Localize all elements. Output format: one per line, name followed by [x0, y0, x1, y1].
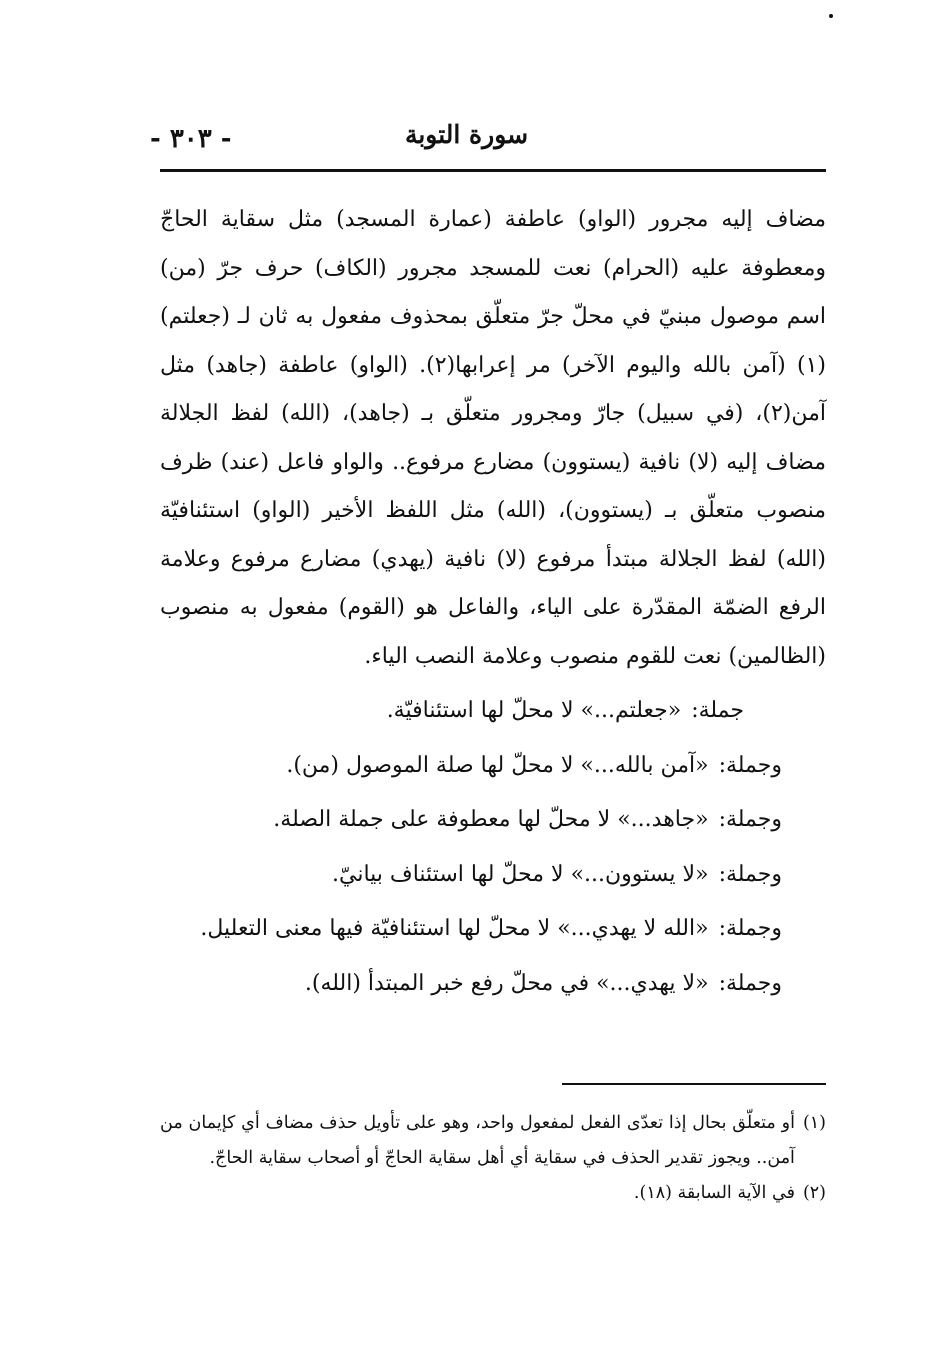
- sentence-text: «لا يهدي...» في محلّ رفع خبر المبتدأ (الله).: [304, 970, 709, 996]
- grammar-paragraph: مضاف إليه مجرور (الواو) عاطفة (عمارة المسجد) مثل سقاية الحاجّ ومعطوفة عليه (الحرام) نعت للمسجد مجرور (الكاف) حرف جرّ (من) اسم موصول مبنيّ في محلّ جرّ متعلّق بمحذوف مفعول به ثان لـ (جعلتم)(١) (آمن بالله واليوم الآخر) مر إعرابها(٢). (الواو) عاطفة (جاهد) مثل آمن(٢)، (في سبيل) جارّ ومجرور متعلّق بـ (جاهد)، (الله) لفظ الجلالة مضاف إليه (لا) نافية (يستوون) مضارع مرفوع.. والواو فاعل (عند) ظرف منصوب متعلّق بـ (يستوون)، (الله) مثل اللفظ الأخير (الواو) استئنافيّة (الله) لفظ الجلالة مبتدأ مرفوع (لا) نافية (يهدي) مضارع مرفوع وعلامة الرفع الضمّة المقدّرة على الياء، والفاعل هو (القوم) مفعول به منصوب (الظالمين) نعت للقوم منصوب وعلامة النصب الياء.: [160, 207, 826, 669]
- main-text: [160, 196, 826, 1008]
- footnote-number: (١): [802, 1113, 826, 1133]
- sentence-text: «جعلتم...» لا محلّ لها استئنافيّة.: [386, 698, 682, 723]
- sentence-item: [160, 742, 826, 791]
- footnote-text: في الآية السابقة (١٨).: [633, 1183, 795, 1203]
- page-number: - ٣٠٣ -: [150, 124, 232, 154]
- surah-title: سورة التوبة: [404, 120, 529, 149]
- sentence-item: [160, 905, 826, 954]
- footnote: [160, 1106, 826, 1176]
- sentence-item: [160, 796, 826, 845]
- sentence-label: وجملة:: [718, 970, 782, 996]
- header-divider: [160, 169, 826, 172]
- sentence-item: [160, 960, 826, 1009]
- footnote: [160, 1176, 826, 1211]
- footnote-text: أو متعلّق بحال إذا تعدّى الفعل لمفعول واحد، وهو على تأويل حذف مضاف أي كإيمان من آمن.. ويجوز تقدير الحذف في سقاية أي أهل سقاية الحاجّ أو أصحاب سقاية الحاجّ.: [160, 1113, 795, 1168]
- sentence-text: «جاهد...» لا محلّ لها معطوفة على جملة الصلة.: [273, 807, 709, 832]
- sentence-text: «الله لا يهدي...» لا محلّ لها استئنافيّة فيها معنى التعليل.: [200, 916, 709, 941]
- sentence-label: وجملة:: [718, 752, 782, 778]
- sentence-item: [160, 851, 826, 900]
- sentence-text: «لا يستوون...» لا محلّ لها استئناف بيانيّ.: [331, 861, 709, 887]
- sentence-label: وجملة:: [718, 861, 782, 887]
- sentence-text: «آمن بالله...» لا محلّ لها صلة الموصول (من).: [286, 752, 709, 778]
- footnotes: [160, 1106, 826, 1211]
- sentence-label: وجملة:: [718, 916, 782, 941]
- sentence-label: جملة:: [691, 698, 744, 723]
- footnote-divider: [562, 1083, 826, 1085]
- speck-mark: [829, 14, 833, 18]
- sentence-label: وجملة:: [718, 807, 782, 832]
- sentence-item: [160, 687, 826, 736]
- footnote-number: (٢): [802, 1183, 826, 1203]
- sentence-list: [160, 687, 826, 1008]
